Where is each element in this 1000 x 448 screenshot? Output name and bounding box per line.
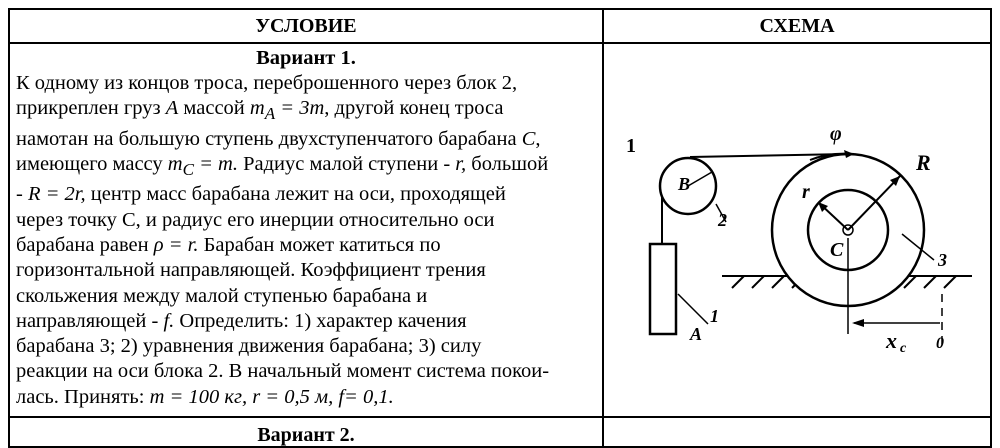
label-C: C: [830, 239, 844, 261]
condition-text-segment: A: [165, 97, 179, 120]
condition-line: [16, 182, 596, 207]
condition-text-segment: горизонтальной направляющей. Коэффициент трения: [16, 259, 486, 282]
condition-text-segment: скольжения между малой ступенью барабана и: [16, 284, 428, 307]
load-A: [650, 244, 676, 334]
label-R: R: [916, 150, 931, 175]
label-zero: 0: [936, 335, 944, 352]
condition-line: [16, 309, 596, 334]
condition-text-segment: К одному из концов троса, переброшенного через блок 2,: [16, 72, 518, 94]
condition-text-segment: A: [264, 104, 276, 124]
variant-title: Вариант 1.: [256, 47, 356, 69]
condition-line: [16, 208, 596, 233]
condition-text-segment: m: [167, 152, 183, 175]
condition-text-segment: массой: [178, 97, 250, 120]
header-condition: УСЛОВИЕ: [255, 15, 357, 37]
task-table: [8, 8, 992, 448]
header-scheme: СХЕМА: [759, 15, 835, 37]
figure-number: 1: [626, 135, 636, 157]
condition-line: [16, 233, 596, 258]
condition-line: [16, 334, 596, 359]
condition-text-segment: C: [521, 127, 536, 150]
xc-arrow: [852, 319, 864, 327]
condition-text-segment: Определить: 1) характер качения: [174, 309, 467, 332]
condition-text: [16, 71, 596, 410]
condition-text-segment: Барабан может катиться по: [198, 233, 441, 256]
condition-text-segment: намотан на большую ступень двухступенчатого барабана: [16, 127, 522, 150]
leader-1: [678, 294, 708, 324]
scheme-diagram: [604, 44, 992, 416]
condition-text-segment: центр масс барабана лежит на оси, проходящей: [85, 183, 506, 206]
row-divider: [10, 416, 990, 418]
condition-text-segment: барабана 3; 2) уравнения движения барабана; 3) силу: [16, 335, 482, 358]
condition-line: [16, 71, 596, 96]
condition-line: [16, 152, 596, 182]
condition-text-segment: направляющей -: [16, 309, 164, 332]
condition-line: [16, 127, 596, 152]
condition-text-segment: ,: [535, 127, 541, 150]
condition-text-segment: f.: [163, 309, 175, 332]
label-2: 2: [718, 210, 727, 230]
condition-text-segment: r,: [455, 152, 467, 175]
condition-text-segment: ρ = r.: [153, 233, 199, 256]
condition-text-segment: = m.: [193, 152, 238, 175]
condition-line: [16, 359, 596, 384]
label-phi: φ: [830, 123, 842, 145]
label-xc: x: [886, 328, 897, 353]
condition-text-segment: = 3m: [275, 97, 325, 120]
condition-cell: [16, 46, 596, 410]
condition-text-segment: R = 2r,: [27, 183, 86, 206]
label-B: B: [678, 174, 691, 194]
condition-text-segment: m = 100 кг, r = 0,5 м, f= 0,1.: [149, 385, 394, 408]
label-r: r: [802, 181, 810, 203]
condition-line: [16, 96, 596, 126]
condition-text-segment: барабана равен: [16, 233, 154, 256]
condition-text-segment: C: [182, 160, 194, 180]
condition-text-segment: большой: [466, 152, 549, 175]
condition-line: [16, 284, 596, 309]
condition-text-segment: имеющего массу: [16, 152, 168, 175]
next-variant-title: Вариант 2.: [257, 424, 355, 446]
condition-line: [16, 385, 596, 410]
condition-text-segment: прикреплен груз: [16, 97, 166, 120]
condition-text-segment: -: [16, 183, 28, 206]
condition-line: [16, 258, 596, 283]
condition-text-segment: реакции на оси блока 2. В начальный момент система покои-: [16, 360, 550, 383]
label-xc-sub: c: [900, 341, 907, 356]
condition-text-segment: , другой конец троса: [324, 97, 504, 120]
condition-text-segment: лась. Принять:: [16, 385, 150, 408]
label-A: A: [690, 324, 703, 344]
label-1: 1: [710, 306, 719, 326]
label-3: 3: [938, 250, 947, 270]
condition-text-segment: через точку С, и радиус его инерции относительно оси: [16, 208, 495, 231]
condition-text-segment: m: [249, 97, 265, 120]
scheme-cell: [604, 44, 992, 416]
condition-text-segment: Радиус малой ступени -: [237, 152, 456, 175]
